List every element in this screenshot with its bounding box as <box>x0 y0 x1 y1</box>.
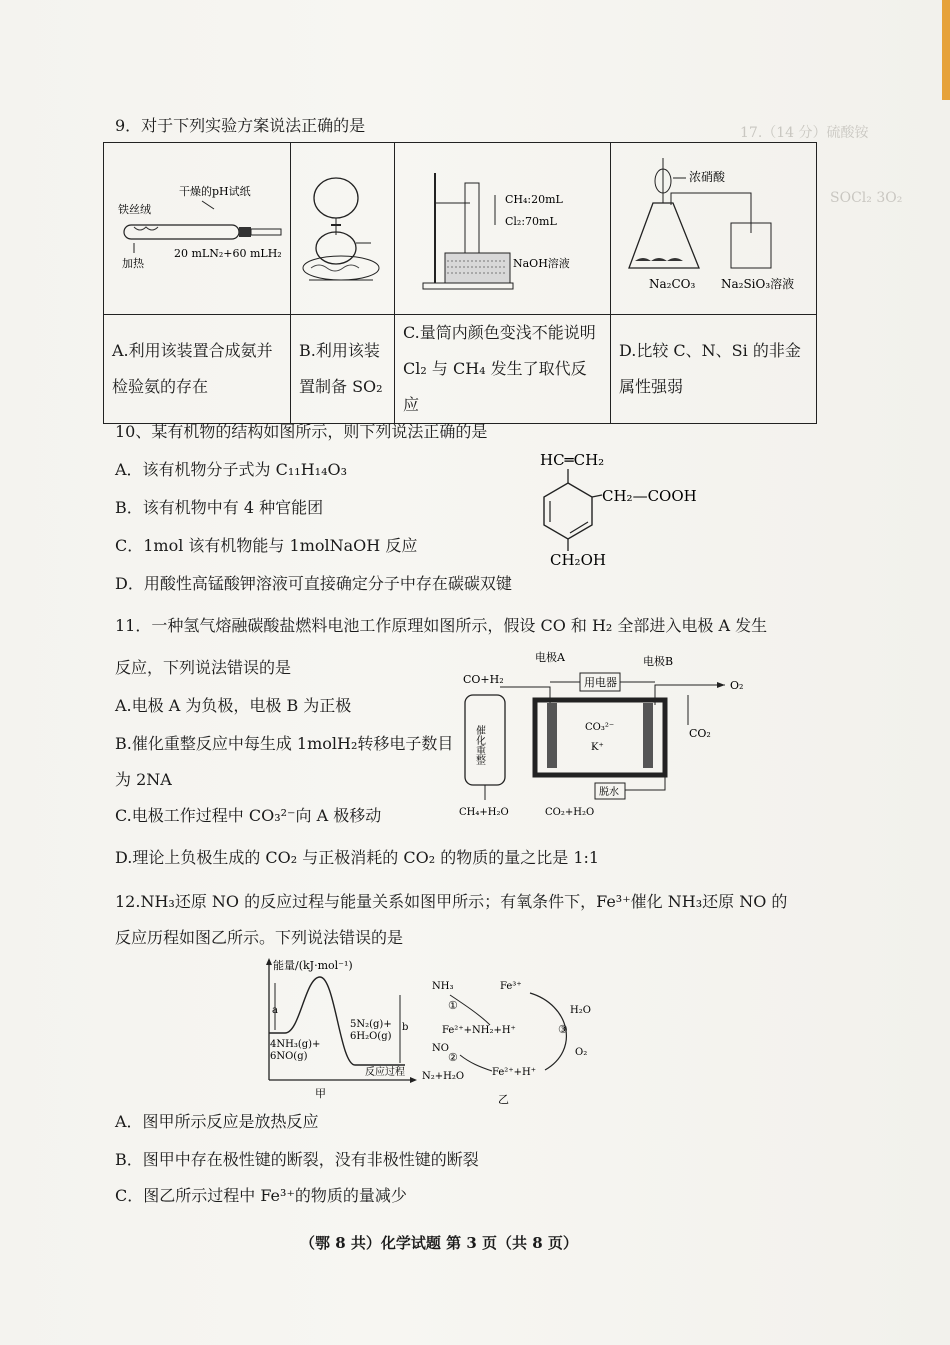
svg-text:反应过程: 反应过程 <box>365 1067 405 1078</box>
q9-option-a-line2: 检验氨的存在 <box>112 377 209 396</box>
svg-text:CH₂OH: CH₂OH <box>550 551 606 569</box>
svg-text:CH₄:20mL: CH₄:20mL <box>505 193 563 206</box>
q9-option-c-line1: C.量筒内颜色变浅不能说明 <box>403 323 596 342</box>
q9-option-b-line1: B.利用该装 <box>299 341 380 360</box>
svg-text:脱水: 脱水 <box>599 787 619 798</box>
q12-option-b: B．图甲中存在极性键的断裂，没有非极性键的断裂 <box>115 1150 479 1169</box>
svg-text:5N₂(g)+: 5N₂(g)+ <box>350 1019 392 1030</box>
q11-fuel-cell-diagram <box>455 645 770 820</box>
q11-stem-line1: 11．一种氢气熔融碳酸盐燃料电池工作原理如图所示，假设 CO 和 H₂ 全部进入电极 A 发生 <box>115 616 768 635</box>
svg-text:CH₄+H₂O: CH₄+H₂O <box>459 807 509 818</box>
svg-text:电极A: 电极A <box>535 651 565 664</box>
q9-option-d-line2: 属性强弱 <box>619 377 684 396</box>
q12-mechanism-diagram <box>420 975 610 1105</box>
svg-text:HC═CH₂: HC═CH₂ <box>540 451 605 469</box>
svg-text:乙: 乙 <box>498 1093 509 1105</box>
svg-text:O₂: O₂ <box>575 1047 588 1058</box>
svg-text:20 mLN₂+60 mLH₂: 20 mLN₂+60 mLH₂ <box>174 247 282 260</box>
svg-text:Fe³⁺: Fe³⁺ <box>500 981 522 992</box>
q10-stem: 10、某有机物的结构如图所示，则下列说法正确的是 <box>115 422 488 441</box>
q12-stem-line2: 反应历程如图乙所示。下列说法错误的是 <box>115 928 404 947</box>
page-edge <box>942 0 950 100</box>
q11-option-a: A.电极 A 为负极，电极 B 为正极 <box>115 696 352 715</box>
q9-option-c <box>395 315 611 424</box>
svg-text:CO₂+H₂O: CO₂+H₂O <box>545 807 595 818</box>
q11-option-b-line1: B.催化重整反应中每生成 1molH₂转移电子数目 <box>115 734 454 753</box>
svg-text:a: a <box>272 1005 278 1016</box>
q9-option-d <box>611 315 817 424</box>
svg-text:电极B: 电极B <box>643 655 674 668</box>
svg-text:6NO(g): 6NO(g) <box>270 1051 308 1062</box>
q9-option-b <box>291 315 395 424</box>
svg-text:Fe²⁺+NH₂+H⁺: Fe²⁺+NH₂+H⁺ <box>442 1025 516 1036</box>
q10-option-a: A．该有机物分子式为 C₁₁H₁₄O₃ <box>115 460 348 479</box>
svg-text:4NH₃(g)+: 4NH₃(g)+ <box>270 1039 321 1050</box>
q12-energy-diagram <box>255 955 425 1100</box>
q9-option-a-line1: A.利用该装置合成氨并 <box>112 341 273 360</box>
bleed-text: 17.（14 分）硫酸铵 <box>740 125 869 141</box>
svg-text:③: ③ <box>558 1023 568 1036</box>
q12-option-c: C．图乙所示过程中 Fe³⁺的物质的量减少 <box>115 1186 407 1205</box>
q11-option-c: C.电极工作过程中 CO₃²⁻向 A 极移动 <box>115 806 382 825</box>
q9-option-a <box>104 315 291 424</box>
svg-text:加热: 加热 <box>122 257 144 270</box>
q9-table <box>103 142 817 424</box>
svg-text:甲: 甲 <box>315 1087 326 1100</box>
svg-text:Na₂SiO₃溶液: Na₂SiO₃溶液 <box>721 277 795 291</box>
q9-option-d-line1: D.比较 C、N、Si 的非金 <box>619 341 801 360</box>
svg-text:催化重整: 催化重整 <box>473 725 485 765</box>
svg-text:Fe²⁺+H⁺: Fe²⁺+H⁺ <box>492 1067 536 1078</box>
q10-option-c: C．1mol 该有机物能与 1molNaOH 反应 <box>115 536 418 555</box>
q9-fig-a <box>104 143 291 315</box>
svg-text:K⁺: K⁺ <box>591 742 604 753</box>
q11-option-d: D.理论上负极生成的 CO₂ 与正极消耗的 CO₂ 的物质的量之比是 1:1 <box>115 848 600 867</box>
q11-option-b-line2: 为 2NA <box>115 770 172 789</box>
svg-text:铁丝绒: 铁丝绒 <box>118 203 151 216</box>
svg-text:CH₂—COOH: CH₂—COOH <box>602 487 697 505</box>
q12-option-a: A．图甲所示反应是放热反应 <box>115 1112 319 1131</box>
q9-fig-b <box>291 143 395 315</box>
svg-text:①: ① <box>448 999 458 1012</box>
q10-structure <box>520 445 720 575</box>
q10-option-b: B．该有机物中有 4 种官能团 <box>115 498 324 517</box>
page-footer: （鄂 8 共）化学试题 第 3 页（共 8 页） <box>300 1234 578 1252</box>
q9-fig-c <box>395 143 611 315</box>
svg-text:NO: NO <box>432 1043 449 1054</box>
q9-option-b-line2: 置制备 SO₂ <box>299 377 383 396</box>
bleed-text: SOCl₂ 3O₂ <box>830 190 903 206</box>
q12-stem-line1: 12.NH₃还原 NO 的反应过程与能量关系如图甲所示；有氧条件下，Fe³⁺催化 NH₃还原 NO 的 <box>115 892 788 911</box>
q11-stem-line2: 反应，下列说法错误的是 <box>115 658 292 677</box>
svg-text:b: b <box>402 1022 409 1033</box>
svg-text:O₂: O₂ <box>730 679 744 692</box>
svg-text:N₂+H₂O: N₂+H₂O <box>422 1071 465 1082</box>
svg-text:NH₃: NH₃ <box>432 981 454 992</box>
svg-text:浓硝酸: 浓硝酸 <box>689 170 726 184</box>
q9-stem: 9．对于下列实验方案说法正确的是 <box>115 116 366 135</box>
svg-text:②: ② <box>448 1051 458 1064</box>
svg-text:干燥的pH试纸: 干燥的pH试纸 <box>179 185 251 198</box>
svg-text:H₂O: H₂O <box>570 1005 591 1016</box>
q9-fig-d <box>611 143 817 315</box>
q9-option-c-line2: Cl₂ 与 CH₄ 发生了取代反应 <box>403 359 587 414</box>
svg-text:CO₃²⁻: CO₃²⁻ <box>585 722 615 733</box>
q10-option-d: D．用酸性高锰酸钾溶液可直接确定分子中存在碳碳双键 <box>115 574 512 593</box>
svg-text:Cl₂:70mL: Cl₂:70mL <box>505 215 557 228</box>
svg-text:用电器: 用电器 <box>584 676 617 689</box>
svg-text:NaOH溶液: NaOH溶液 <box>513 257 570 270</box>
svg-text:Na₂CO₃: Na₂CO₃ <box>649 277 696 291</box>
svg-text:6H₂O(g): 6H₂O(g) <box>350 1031 392 1042</box>
svg-text:CO+H₂: CO+H₂ <box>463 673 504 686</box>
svg-text:CO₂: CO₂ <box>689 727 711 740</box>
svg-text:能量/(kJ·mol⁻¹): 能量/(kJ·mol⁻¹) <box>273 959 353 972</box>
